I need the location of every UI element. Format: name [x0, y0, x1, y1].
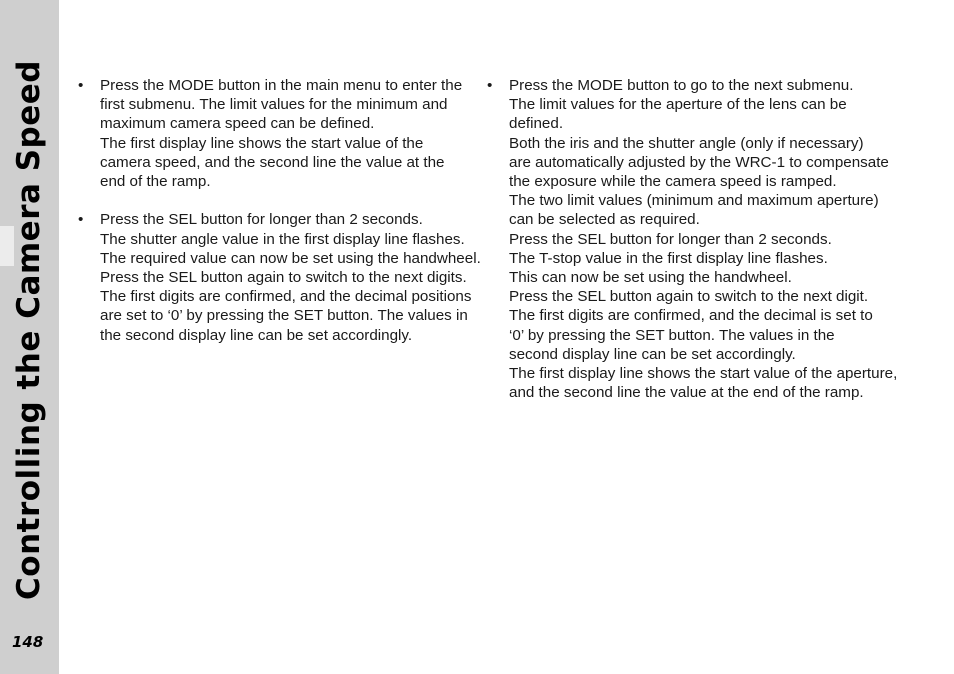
text-line: the second display line can be set accordingly.: [100, 326, 413, 344]
page-number: 148: [12, 633, 44, 651]
text-line: Press the MODE button in the main menu to enter the: [100, 77, 463, 94]
text-line: This can now be set using the handwheel.: [509, 269, 792, 287]
text-line: Press the SEL button again to switch to the next digit.: [509, 288, 869, 306]
text-line: Press the SEL button for longer than 2 seconds.: [100, 211, 423, 229]
left-column: [78, 76, 481, 364]
text-line: and the second line the value at the end of the ramp.: [509, 384, 864, 402]
text-line: are automatically adjusted by the WRC-1 to compensate: [509, 153, 889, 171]
text-line: the exposure while the camera speed is ramped.: [509, 173, 837, 191]
text-line: ‘0’ by pressing the SET button. The values in the: [509, 326, 835, 344]
text-line: The limit values for the aperture of the lens can be: [509, 96, 847, 114]
text-line: Press the MODE button to go to the next submenu.: [509, 77, 854, 94]
bullet-item: [487, 76, 898, 402]
text-line: The first digits are confirmed, and the decimal positions: [100, 288, 472, 306]
text-line: defined.: [509, 115, 564, 133]
text-line: The shutter angle value in the first display line flashes.: [100, 230, 465, 248]
text-line: Press the SEL button again to switch to the next digits.: [100, 269, 467, 287]
text-line: The required value can now be set using the handwheel.: [100, 249, 481, 267]
text-line: Both the iris and the shutter angle (only if necessary): [509, 134, 864, 152]
text-line: The first digits are confirmed, and the decimal is set to: [509, 307, 873, 325]
bullet-item: [78, 210, 481, 344]
bullet-dot: •: [78, 77, 84, 94]
bullet-dot: •: [78, 211, 84, 229]
right-column: [487, 76, 898, 422]
text-line: The T-stop value in the first display line flashes.: [509, 249, 828, 267]
text-line: The first display line shows the start value of the aperture,: [509, 365, 898, 383]
text-line: Press the SEL button for longer than 2 seconds.: [509, 230, 832, 248]
text-line: maximum camera speed can be defined.: [100, 115, 375, 133]
chapter-title: Controlling the Camera Speed: [11, 60, 47, 600]
text-line: The two limit values (minimum and maximum aperture): [509, 192, 879, 210]
text-line: are set to ‘0’ by pressing the SET button. The values in: [100, 307, 468, 325]
text-line: end of the ramp.: [100, 173, 211, 191]
text-line: camera speed, and the second line the value at the: [100, 153, 445, 171]
bullet-item: [78, 76, 473, 191]
text-line: The first display line shows the start value of the: [100, 134, 424, 152]
sidebar: [0, 0, 59, 674]
bullet-dot: •: [487, 77, 493, 94]
text-line: second display line can be set accordingly.: [509, 345, 796, 363]
text-line: first submenu. The limit values for the minimum and: [100, 96, 448, 114]
text-line: can be selected as required.: [509, 211, 700, 229]
